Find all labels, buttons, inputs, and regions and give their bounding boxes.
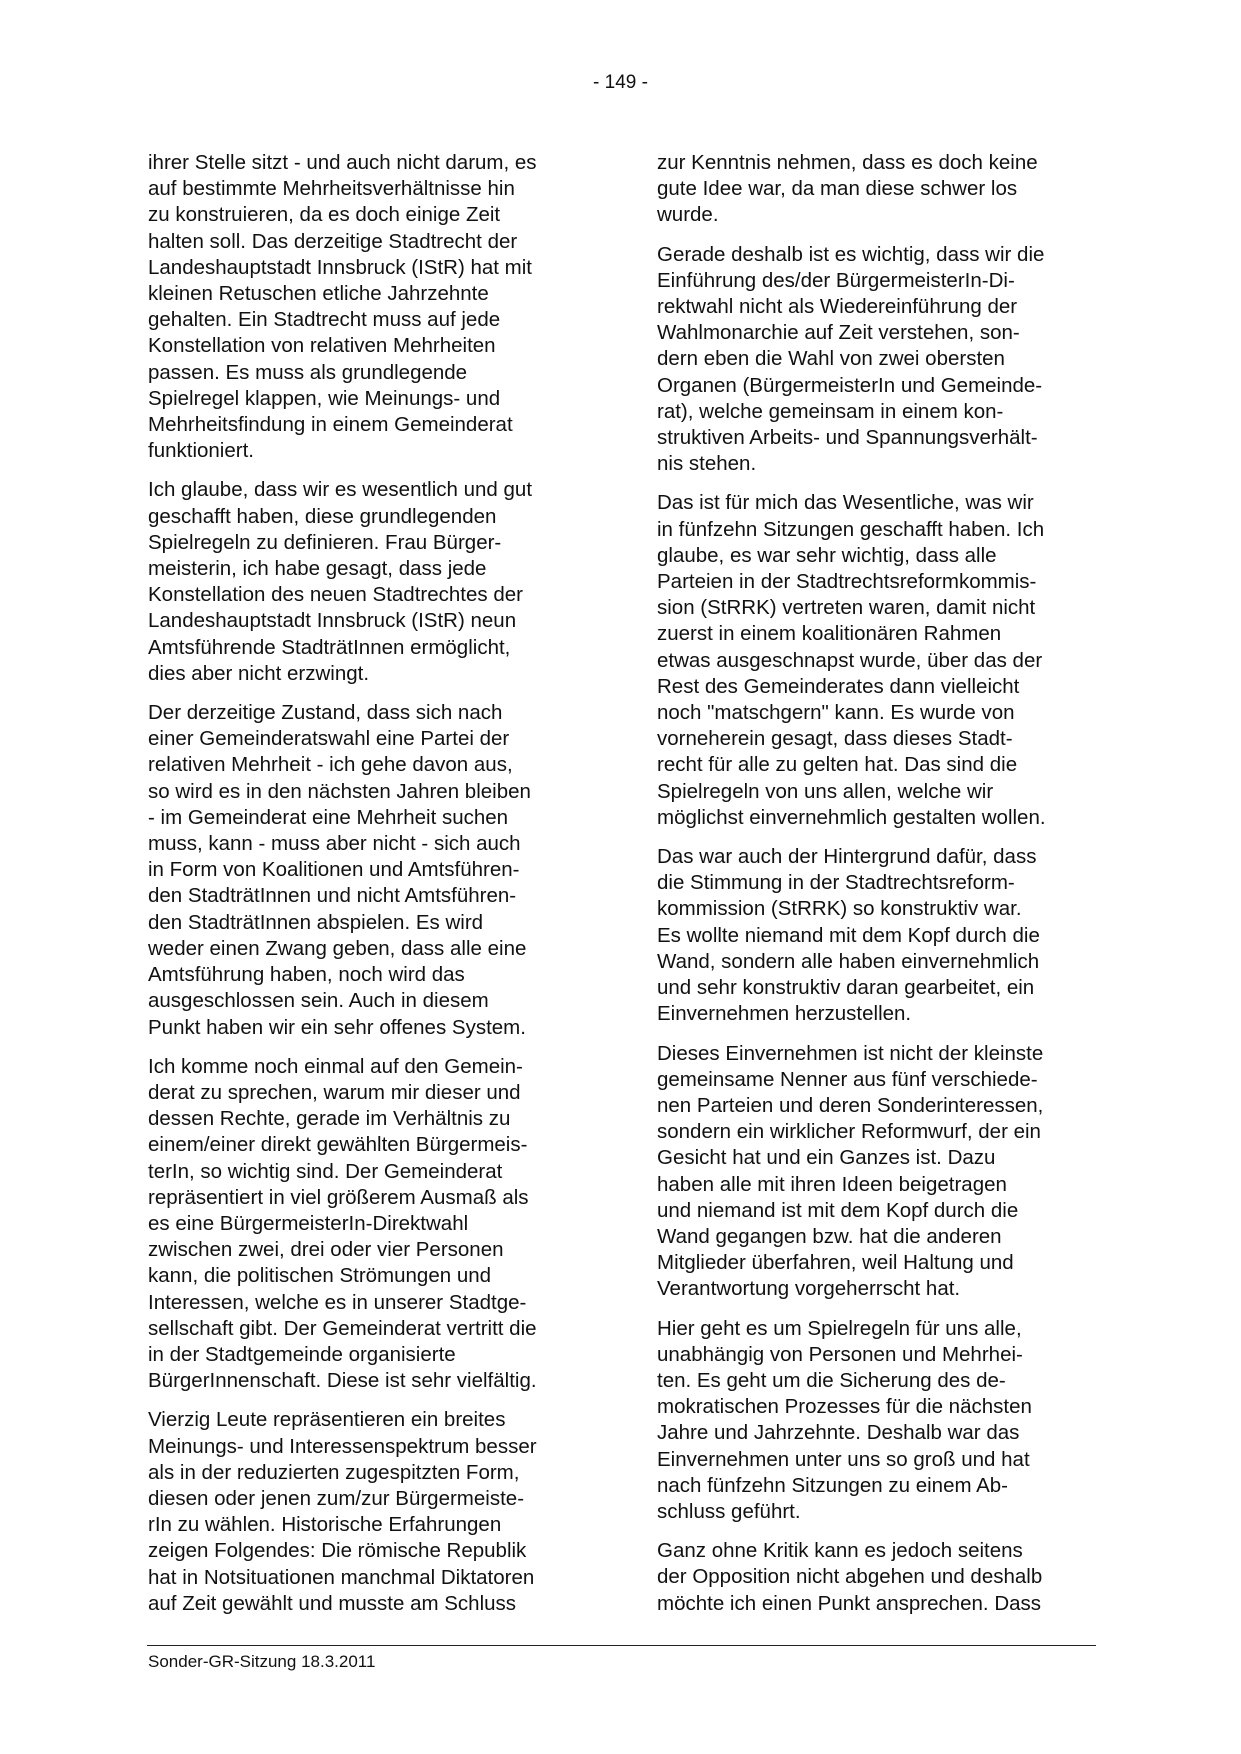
left-column bbox=[148, 150, 598, 1630]
paragraph: Der derzeitige Zustand, dass sich nach einer Gemeinderatswahl eine Partei der relativen Mehrheit - ich gehe davon aus, so wird es in den nächsten Jahren bleiben - im Gemeinderat eine Mehrheit suchen muss, kann - muss aber nicht - sich auch in Form von Koalitionen und Amtsführen- den StadträtInnen und nicht Amtsführen- den StadträtInnen abspielen. Es wird weder einen Zwang geben, dass alle eine Amtsführung haben, noch wird das ausgeschlossen sein. Auch in diesem Punkt haben wir ein sehr offenes System. bbox=[148, 701, 531, 1039]
footer-divider bbox=[147, 1645, 1096, 1646]
paragraph: Dieses Einvernehmen ist nicht der kleinste gemeinsame Nenner aus fünf verschiede- nen Parteien und deren Sonderinteressen, sondern ein wirklicher Reformwurf, der ein Gesicht hat und ein Ganzes ist. Dazu haben alle mit ihren Ideen beigetragen und niemand ist mit dem Kopf durch die Wand gegangen bzw. hat die anderen Mitglieder überfahren, weil Haltung und Verantwortung vorgeherrscht hat. bbox=[657, 1041, 1044, 1301]
paragraph: ihrer Stelle sitzt - und auch nicht darum, es auf bestimmte Mehrheitsverhältnisse hin zu konstruieren, da es doch einige Zeit halten soll. Das derzeitige Stadtrecht der Landeshauptstadt Innsbruck (IStR) hat mit kleinen Retuschen etliche Jahrzehnte gehalten. Ein Stadtrecht muss auf jede Konstellation von relativen Mehrheiten passen. Es muss als grundlegende Spielregel klappen, wie Meinungs- und Mehrheitsfindung in einem Gemeinderat funktioniert. bbox=[148, 151, 537, 463]
paragraph: Ich komme noch einmal auf den Gemein- derat zu sprechen, warum mir dieser und dessen Rechte, gerade im Verhältnis zu einem/einer direkt gewählten Bürgermeis- terIn, so wichtig sind. Der Gemeinderat repräsentiert in viel größerem Ausmaß als es eine BürgermeisterIn-Direktwahl zwischen zwei, drei oder vier Personen kann, die politischen Strömungen und Interessen, welche es in unserer Stadtge- sellschaft gibt. Der Gemeinderat vertritt die in der Stadtgemeinde organisierte BürgerInnenschaft. Diese ist sehr vielfältig. bbox=[148, 1054, 537, 1393]
paragraph: zur Kenntnis nehmen, dass es doch keine gute Idee war, da man diese schwer los wurde. bbox=[657, 151, 1038, 227]
paragraph: Das war auch der Hintergrund dafür, dass die Stimmung in der Stadtrechtsreform- kommission (StRRK) so konstruktiv war. Es wollte niemand mit dem Kopf durch die Wand, sondern alle haben einvernehmlich und sehr konstruktiv daran gearbeitet, ein Einvernehmen herzustellen. bbox=[657, 845, 1040, 1026]
paragraph: Hier geht es um Spielregeln für uns alle, unabhängig von Personen und Mehrhei- ten. Es geht um die Sicherung des de- mokratischen Prozesses für die nächsten Jahre und Jahrzehnte. Deshalb war das Einvernehmen unter uns so groß und hat nach fünfzehn Sitzungen zu einem Ab- schluss geführt. bbox=[657, 1316, 1032, 1523]
footer-text: Sonder-GR-Sitzung 18.3.2011 bbox=[148, 1652, 376, 1671]
paragraph: Ich glaube, dass wir es wesentlich und gut geschafft haben, diese grundlegenden Spielregeln zu definieren. Frau Bürger- meisterin, ich habe gesagt, dass jede Konstellation des neuen Stadtrechtes der Landeshauptstadt Innsbruck (IStR) neun Amtsführende StadträtInnen ermöglicht, dies aber nicht erzwingt. bbox=[148, 478, 533, 685]
right-column bbox=[657, 150, 1107, 1630]
paragraph: Vierzig Leute repräsentieren ein breites Meinungs- und Interessenspektrum besser als in der reduzierten zugespitzten Form, diesen oder jenen zum/zur Bürgermeiste- rIn zu wählen. Historische Erfahrungen zeigen Folgendes: Die römische Republik hat in Notsituationen manchmal Diktatoren auf Zeit gewählt und musste am Schluss bbox=[148, 1408, 537, 1615]
paragraph: Gerade deshalb ist es wichtig, dass wir die Einführung des/der BürgermeisterIn-Di- rektwahl nicht als Wiedereinführung der Wahlmonarchie auf Zeit verstehen, son- dern eben die Wahl von zwei obersten Organen (BürgermeisterIn und Gemeinde- rat), welche gemeinsam in einem kon- struktiven Arbeits- und Spannungsverhält- nis stehen. bbox=[657, 242, 1045, 476]
page-number: - 149 - bbox=[593, 72, 648, 93]
paragraph: Das ist für mich das Wesentliche, was wir in fünfzehn Sitzungen geschafft haben. Ich glaube, es war sehr wichtig, dass alle Parteien in der Stadtrechtsreformkommis- sion (StRRK) vertreten waren, damit nicht zuerst in einem koalitionären Rahmen etwas ausgeschnapst wurde, über das der Rest des Gemeinderates dann vielleicht noch "matschgern" kann. Es wurde von vorneherein gesagt, dass dieses Stadt- recht für alle zu gelten hat. Das sind die Spielregeln von uns allen, welche wir möglichst einvernehmlich gestalten wollen. bbox=[657, 491, 1046, 829]
paragraph: Ganz ohne Kritik kann es jedoch seitens der Opposition nicht abgehen und deshalb möchte ich einen Punkt ansprechen. Dass bbox=[657, 1539, 1043, 1615]
